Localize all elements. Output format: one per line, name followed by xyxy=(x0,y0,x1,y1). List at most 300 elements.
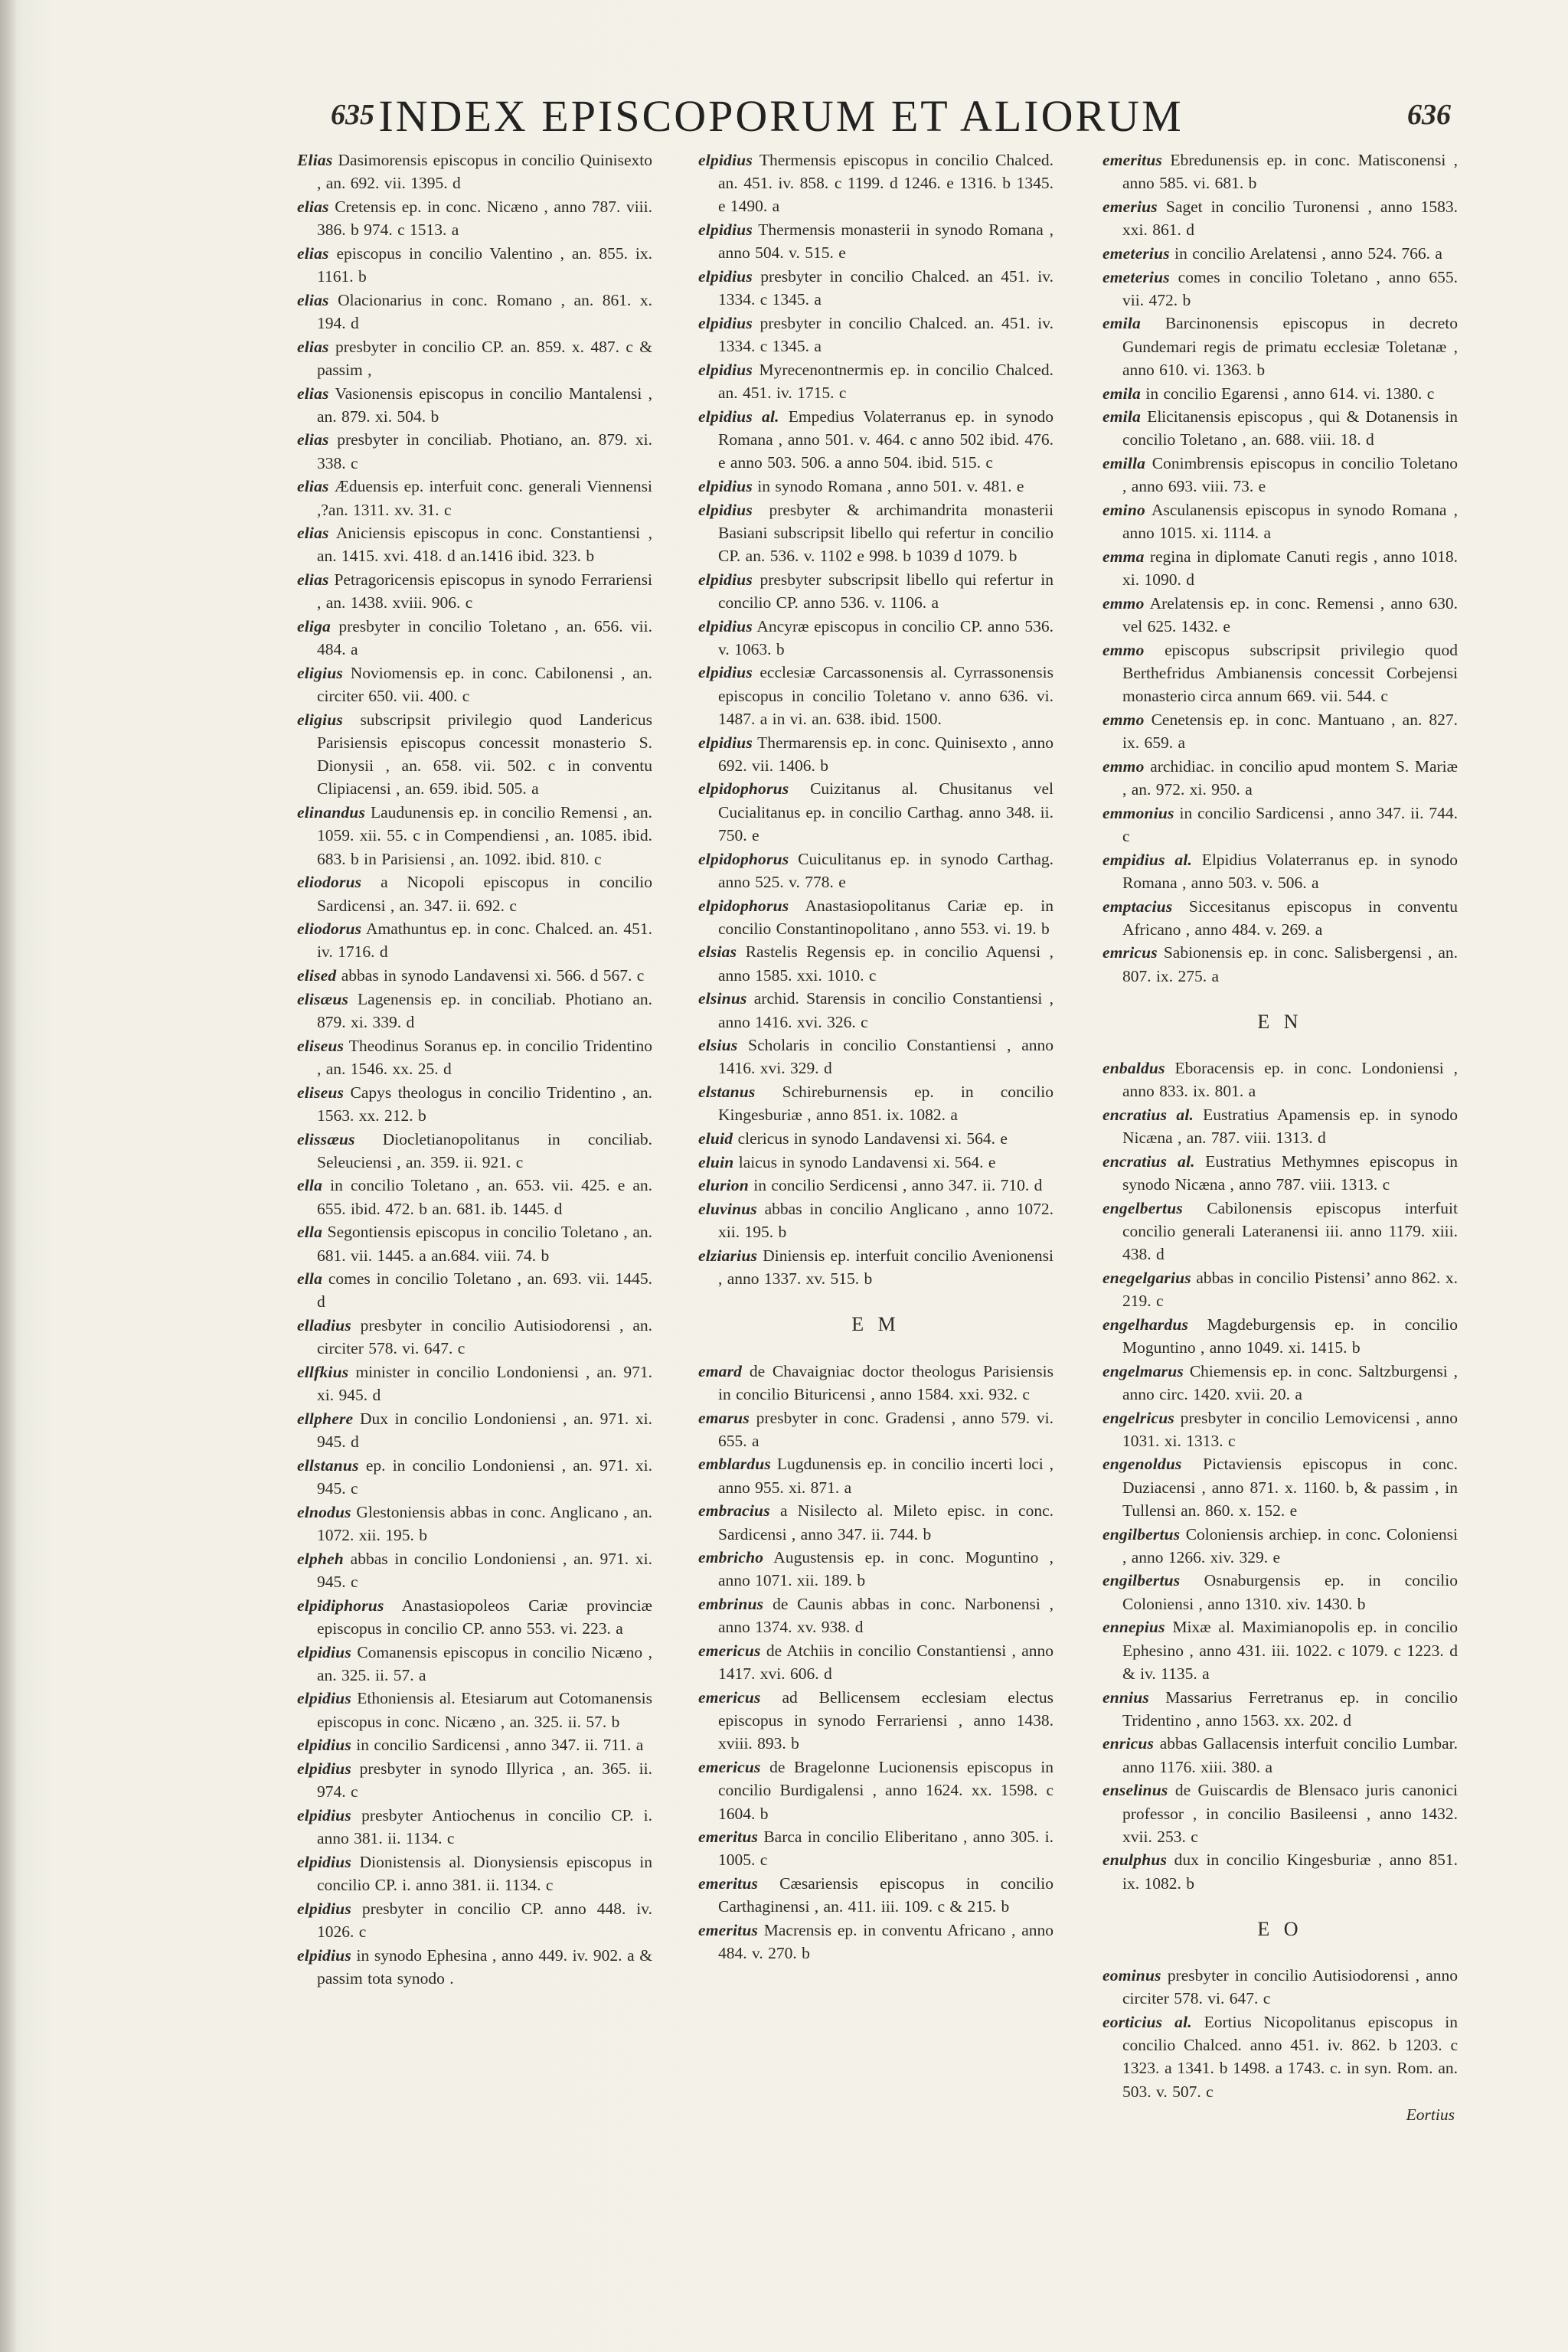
entry-headword: elias xyxy=(297,430,329,449)
index-entry xyxy=(297,1361,652,1406)
index-entry xyxy=(698,940,1054,986)
entry-headword: encratius al. xyxy=(1102,1152,1195,1171)
index-entry xyxy=(698,568,1054,614)
entry-headword: emeritus xyxy=(1102,151,1163,169)
index-entry xyxy=(698,405,1054,475)
entry-text: Anastasiopoleos Cariæ provinciæ episcopus in concilio CP. anno 553. vi. 223. a xyxy=(317,1596,652,1638)
entry-headword: emeterius xyxy=(1102,267,1170,286)
entry-text: Ethoniensis al. Etesiarum aut Cotomanensis episcopus in conc. Nicæno , an. 325. ii. 57. b xyxy=(317,1689,653,1731)
index-entry xyxy=(1102,498,1458,544)
index-entry xyxy=(698,1919,1054,1965)
entry-headword: elias xyxy=(297,197,329,216)
entry-headword: elias xyxy=(297,384,329,403)
entry-headword: Elias xyxy=(297,151,333,169)
entry-headword: elpidius xyxy=(297,1805,351,1824)
entry-headword: emeritus xyxy=(698,1828,759,1847)
entry-headword: eliodorus xyxy=(297,920,362,939)
entry-headword: engilbertus xyxy=(1102,1571,1181,1590)
entry-text: ad Bellicensem ecclesiam electus episcopus in synodo Ferrariensi , anno 1438. xviii. 893. b xyxy=(718,1688,1054,1753)
index-entry xyxy=(698,1174,1054,1197)
entry-headword: emeritus xyxy=(698,1921,759,1940)
entry-headword: ennepius xyxy=(1102,1618,1165,1637)
entry-headword: elpidius xyxy=(297,1642,351,1661)
entry-headword: enegelgarius xyxy=(1102,1268,1191,1287)
index-entry xyxy=(1102,452,1458,498)
entry-headword: emino xyxy=(1102,501,1145,520)
entry-text: presbyter in conc. Gradensi , anno 579. vi. 655. a xyxy=(718,1408,1054,1450)
entry-headword: elpidius xyxy=(698,663,753,682)
entry-headword: emarus xyxy=(698,1408,750,1427)
index-entry xyxy=(1102,312,1458,381)
entry-headword: emmonius xyxy=(1102,803,1174,822)
entry-text: episcopus subscripsit privilegio quod Berthefridus Ambianensis concessit Corbejensi monasterio circa annum 669. vii. 544. c xyxy=(1122,640,1458,706)
entry-text: Coloniensis archiep. in conc. Coloniensi , anno 1266. xiv. 329. e xyxy=(1122,1524,1459,1566)
index-entry xyxy=(1102,1313,1458,1359)
index-entry xyxy=(698,1151,1054,1174)
entry-headword: elpidius xyxy=(297,1945,351,1965)
index-entry xyxy=(297,1757,652,1803)
entry-headword: elpidius xyxy=(698,151,753,169)
binding-shadow xyxy=(0,0,17,2352)
entry-headword: elpidophorus xyxy=(698,849,789,868)
entry-headword: elpidophorus xyxy=(698,896,789,915)
entry-text: ep. in concilio Londoniensi , an. 971. xi. 945. c xyxy=(317,1455,653,1498)
index-entry xyxy=(1102,1686,1458,1732)
entry-headword: enricus xyxy=(1102,1734,1155,1753)
entry-headword: enbaldus xyxy=(1102,1059,1165,1078)
entry-headword: ella xyxy=(297,1223,323,1242)
index-entry xyxy=(1102,1057,1458,1102)
entry-text: Diocletianopolitanus in conciliab. Seleuciensi , an. 359. ii. 921. c xyxy=(317,1129,652,1171)
index-entry xyxy=(698,312,1054,358)
index-entry xyxy=(297,568,652,614)
entry-text: in concilio Egarensi , anno 614. vi. 1380. c xyxy=(1145,384,1435,403)
entry-headword: eominus xyxy=(1102,1966,1161,1985)
entry-text: a Nicopoli episcopus in concilio Sardicensi , an. 347. ii. 692. c xyxy=(317,873,652,915)
index-entry xyxy=(297,149,652,194)
entry-text: Thermensis monasterii in synodo Romana , anno 504. v. 515. e xyxy=(718,220,1054,263)
entry-text: regina in diplomate Canuti regis , anno 1018. xi. 1090. d xyxy=(1122,547,1458,590)
index-entry xyxy=(698,1756,1054,1825)
entry-text: Cretensis ep. in conc. Nicæno , anno 787. viii. 386. b 974. c 1513. a xyxy=(317,197,653,240)
entry-headword: encratius al. xyxy=(1102,1105,1194,1124)
entry-headword: eluin xyxy=(698,1152,734,1171)
index-entry xyxy=(1102,639,1458,708)
index-entry xyxy=(297,1501,652,1547)
index-entry xyxy=(1102,266,1458,312)
entry-text: in synodo Ephesina , anno 449. iv. 902. a & passim tota synodo . xyxy=(317,1945,652,1988)
entry-headword: ellphere xyxy=(297,1409,354,1428)
entry-headword: embricho xyxy=(698,1548,764,1567)
index-entry xyxy=(297,964,652,987)
entry-headword: emerius xyxy=(1102,197,1158,216)
entry-headword: emblardus xyxy=(698,1455,771,1474)
entry-headword: emila xyxy=(1102,384,1141,403)
entry-text: archid. Starensis in concilio Constantiensi , anno 1416. xvi. 326. c xyxy=(718,989,1054,1031)
entry-headword: eliseus xyxy=(297,1083,345,1102)
index-entry xyxy=(698,1825,1054,1871)
entry-text: laicus in synodo Landavensi xi. 564. e xyxy=(738,1152,996,1171)
entry-text: presbyter in concilio CP. anno 448. iv. 1026. c xyxy=(317,1899,653,1941)
entry-text: subscripsit privilegio quod Landericus Parisiensis episcopus concessit monasterio S. Dionysii , an. 658. vii. 502. c in conventu Clipiacensi , an. 659. ibid. 505. a xyxy=(317,710,652,799)
entry-text: in concilio Sardicensi , anno 347. ii. 744. c xyxy=(1122,803,1458,845)
index-entry xyxy=(297,1944,652,1990)
entry-headword: elpheh xyxy=(297,1549,344,1568)
entry-headword: elisæus xyxy=(297,989,349,1008)
index-entry xyxy=(1102,755,1458,801)
index-entry xyxy=(1102,545,1458,591)
entry-headword: elpidius al. xyxy=(698,407,779,426)
entry-text: presbyter in conciliab. Photiano, an. 879. xi. 338. c xyxy=(317,430,653,472)
entry-text: Aniciensis episcopus in conc. Constantiensi , an. 1415. xvi. 418. d an.1416 ibid. 323. b xyxy=(317,524,652,566)
entry-text: Laudunensis ep. in concilio Remensi , an. 1059. xii. 55. c in Compendiensi , an. 1085. ibid. 683. b in Parisiensi , an. 1092. ibid. 810. c xyxy=(317,803,653,868)
entry-headword: emila xyxy=(1102,314,1141,333)
entry-headword: elpidius xyxy=(698,616,753,635)
entry-text: Eustratius Methymnes episcopus in synodo Nicæna , anno 787. viii. 1313. c xyxy=(1122,1152,1458,1194)
entry-headword: elstanus xyxy=(698,1083,756,1102)
index-entry xyxy=(297,382,652,428)
entry-text: Macrensis ep. in conventu Africano , anno 484. v. 270. b xyxy=(718,1921,1054,1963)
index-entry xyxy=(698,475,1054,498)
entry-text: Segontiensis episcopus in concilio Toletano , an. 681. vii. 1445. a an.684. viii. 74. b xyxy=(317,1223,652,1265)
entry-text: de Guiscardis de Blensaco juris canonici professor , in concilio Basileensi , anno 1432. xvii. 253. c xyxy=(1122,1781,1458,1846)
entry-text: Saget in concilio Turonensi , anno 1583. xxi. 861. d xyxy=(1122,197,1459,240)
entry-text: Schireburnensis ep. in concilio Kingesburiæ , anno 851. ix. 1082. a xyxy=(718,1083,1054,1125)
entry-text: Elpidius Volaterranus ep. in synodo Romana , anno 503. v. 506. a xyxy=(1122,850,1459,892)
entry-headword: ella xyxy=(297,1176,323,1195)
entry-headword: enulphus xyxy=(1102,1851,1168,1870)
index-entry xyxy=(1102,1848,1458,1894)
index-entry xyxy=(1102,1360,1458,1406)
entry-text: de Caunis abbas in conc. Narbonensi , anno 1374. xv. 938. d xyxy=(718,1595,1054,1637)
index-entry xyxy=(698,1872,1054,1918)
entry-text: Cenetensis ep. in conc. Mantuano , an. 827. ix. 659. a xyxy=(1122,710,1458,753)
entry-text: Dionistensis al. Dionysiensis episcopus in concilio CP. i. anno 381. ii. 1134. c xyxy=(317,1852,653,1895)
index-entry xyxy=(1102,941,1458,987)
entry-text: Sabionensis ep. in conc. Salisbergensi , an. 807. ix. 275. a xyxy=(1122,943,1458,985)
entry-text: clericus in synodo Landavensi xi. 564. e xyxy=(737,1129,1008,1148)
entry-headword: elpidius xyxy=(297,1736,351,1755)
entry-headword: emmo xyxy=(1102,756,1145,776)
entry-headword: elsinus xyxy=(698,989,747,1008)
entry-text: presbyter subscripsit libello qui refertur in concilio CP. anno 536. v. 1106. a xyxy=(718,570,1054,612)
entry-text: abbas in concilio Anglicano , anno 1072. xii. 195. b xyxy=(718,1200,1054,1242)
entry-headword: emmo xyxy=(1102,710,1145,729)
index-entry xyxy=(297,1454,652,1500)
entry-text: a Nisilecto al. Mileto episc. in conc. Sardicensi , anno 347. ii. 744. b xyxy=(718,1501,1054,1544)
entry-headword: emricus xyxy=(1102,943,1158,962)
entry-headword: engenoldus xyxy=(1102,1455,1182,1474)
index-entry xyxy=(297,1220,652,1266)
entry-text: Cæsariensis episcopus in concilio Carthaginensi , an. 411. iii. 109. c & 215. b xyxy=(718,1874,1054,1916)
index-entry xyxy=(698,1452,1054,1498)
index-entry xyxy=(698,1360,1054,1406)
entry-headword: elpidius xyxy=(698,500,753,519)
entry-text: de Atchiis in concilio Constantiensi , anno 1417. xvi. 606. d xyxy=(718,1642,1054,1684)
index-entry xyxy=(1102,802,1458,848)
index-entry xyxy=(1102,708,1458,754)
index-entry xyxy=(698,265,1054,311)
entry-headword: emericus xyxy=(698,1688,761,1707)
index-entry xyxy=(297,988,652,1034)
entry-text: episcopus in concilio Valentino , an. 855. ix. 1161. b xyxy=(317,243,652,286)
entry-headword: elias xyxy=(297,290,329,309)
entry-headword: elias xyxy=(297,337,329,356)
index-entry xyxy=(297,1174,652,1220)
index-entry xyxy=(297,1128,652,1174)
index-entry xyxy=(698,1406,1054,1452)
entry-text: Dux in concilio Londoniensi , an. 971. xi. 945. d xyxy=(317,1409,652,1452)
index-entry xyxy=(698,987,1054,1033)
entry-text: Ancyræ episcopus in concilio CP. anno 536. v. 1063. b xyxy=(718,616,1054,658)
entry-headword: engelricus xyxy=(1102,1408,1174,1427)
index-entry xyxy=(1102,1452,1458,1522)
index-entry xyxy=(1102,1150,1458,1196)
entry-headword: elpidius xyxy=(698,733,753,752)
entry-text: abbas in synodo Landavensi xi. 566. d 567. c xyxy=(341,966,645,985)
entry-text: Elicitanensis episcopus , qui & Dotanensis in concilio Toletano , an. 688. viii. 18. d xyxy=(1122,407,1458,449)
entry-text: dux in concilio Kingesburiæ , anno 851. ix. 1082. b xyxy=(1122,1851,1459,1893)
entry-headword: ella xyxy=(297,1269,323,1289)
entry-text: Diniensis ep. interfuit concilio Avenionensi , anno 1337. xv. 515. b xyxy=(718,1246,1054,1289)
entry-headword: embracius xyxy=(698,1501,770,1521)
index-entry xyxy=(1102,1732,1458,1778)
running-header: INDEX EPISCOPORUM ET ALIORUM xyxy=(378,91,1184,141)
index-entry xyxy=(1102,149,1458,194)
entry-headword: elissæus xyxy=(297,1129,355,1148)
index-entry xyxy=(698,1546,1054,1592)
entry-text: in concilio Sardicensi , anno 347. ii. 711. a xyxy=(356,1736,644,1755)
entry-headword: elias xyxy=(297,477,329,496)
entry-headword: elpidius xyxy=(698,267,753,286)
entry-text: Thermarensis ep. in conc. Quinisexto , anno 692. vii. 1406. b xyxy=(718,733,1054,775)
entry-headword: elziarius xyxy=(698,1246,758,1266)
entry-headword: elpidius xyxy=(698,313,753,332)
index-entry xyxy=(1102,1964,1458,2010)
index-entry xyxy=(297,1641,652,1687)
entry-headword: ellstanus xyxy=(297,1455,359,1475)
entry-text: presbyter in synodo Illyrica , an. 365. ii. 974. c xyxy=(317,1759,652,1802)
section-heading: E O xyxy=(1257,1917,1303,1940)
entry-text: Arelatensis ep. in conc. Remensi , anno 630. vel 625. 1432. e xyxy=(1122,593,1458,636)
index-entry xyxy=(1102,1523,1458,1569)
index-entry xyxy=(698,358,1054,404)
index-entry xyxy=(698,1197,1054,1243)
entry-text: Massarius Ferretranus ep. in concilio Tridentino , anno 1563. xx. 202. d xyxy=(1122,1687,1458,1730)
page-number-right: 636 xyxy=(1407,99,1451,131)
index-entry xyxy=(698,1127,1054,1150)
entry-text: Eboracensis ep. in conc. Londoniensi , anno 833. ix. 801. a xyxy=(1122,1059,1458,1101)
index-entry xyxy=(297,1851,652,1896)
entry-text: presbyter Antiochenus in concilio CP. i. anno 381. ii. 1134. c xyxy=(317,1805,652,1848)
index-entry xyxy=(297,195,652,241)
entry-headword: elpidius xyxy=(297,1759,351,1779)
index-entry xyxy=(297,1314,652,1360)
entry-headword: elladius xyxy=(297,1316,351,1335)
index-entry xyxy=(297,1594,652,1640)
page-number-left: 635 xyxy=(331,99,374,131)
entry-headword: ennius xyxy=(1102,1687,1149,1707)
entry-headword: elpidius xyxy=(698,476,753,495)
index-entry xyxy=(698,1592,1054,1638)
index-entry xyxy=(297,1407,652,1453)
entry-text: de Bragelonne Lucionensis episcopus in concilio Burdigalensi , anno 1624. xx. 1598. c 1604. b xyxy=(718,1758,1054,1823)
index-entry xyxy=(1102,1406,1458,1452)
entry-headword: emilla xyxy=(1102,454,1146,473)
entry-headword: emericus xyxy=(698,1758,761,1777)
index-column-3 xyxy=(1102,149,1458,2126)
entry-text: Chiemensis ep. in conc. Saltzburgensi , anno circ. 1420. xvii. 20. a xyxy=(1122,1361,1459,1403)
entry-text: Asculanensis episcopus in synodo Romana , anno 1015. xi. 1114. a xyxy=(1122,501,1458,543)
index-entry xyxy=(1102,242,1458,265)
entry-text: Cuiculitanus ep. in synodo Carthag. anno 525. v. 778. e xyxy=(718,849,1054,891)
entry-headword: ellfkius xyxy=(297,1363,349,1382)
entry-text: Magdeburgensis ep. in concilio Moguntino , anno 1049. xi. 1415. b xyxy=(1122,1315,1458,1357)
entry-text: Mixæ al. Maximianopolis ep. in concilio Ephesino , anno 431. iii. 1022. c 1079. c 1223. d & iv. 1135. a xyxy=(1122,1618,1458,1683)
entry-headword: elpidius xyxy=(698,220,753,240)
index-entry xyxy=(297,1687,652,1733)
entry-headword: elsius xyxy=(698,1036,738,1055)
index-entry xyxy=(698,498,1054,568)
entry-text: Æduensis ep. interfuit conc. generali Viennensi ,?an. 1311. xv. 31. c xyxy=(317,477,653,519)
index-entry xyxy=(297,917,652,963)
entry-text: in concilio Arelatensi , anno 524. 766. a xyxy=(1174,243,1442,263)
index-entry xyxy=(297,1081,652,1127)
entry-text: Barca in concilio Eliberitano , anno 305. i. 1005. c xyxy=(718,1828,1054,1870)
entry-text: in concilio Toletano , an. 653. vii. 425. e an. 655. ibid. 472. b an. 681. ib. 1445. d xyxy=(317,1176,652,1218)
index-entry xyxy=(1102,848,1458,894)
index-entry xyxy=(698,1499,1054,1545)
entry-headword: elias xyxy=(297,524,329,543)
entry-text: Rastelis Regensis ep. in concilio Aquensi , anno 1585. xxi. 1010. c xyxy=(718,942,1054,985)
section-heading: E M xyxy=(851,1313,900,1336)
index-entry xyxy=(297,1547,652,1593)
entry-headword: elias xyxy=(297,570,329,590)
index-entry xyxy=(1102,382,1458,405)
catchword: Eortius xyxy=(1406,2105,1455,2125)
entry-headword: elnodus xyxy=(297,1502,351,1521)
entry-text: Myrecenontnermis ep. in concilio Chalced. an. 451. iv. 1715. c xyxy=(718,360,1054,403)
index-entry xyxy=(698,218,1054,264)
index-entry xyxy=(1102,1197,1458,1266)
index-entry xyxy=(297,662,652,707)
index-entry xyxy=(297,242,652,288)
index-entry xyxy=(1102,1266,1458,1312)
entry-text: in concilio Serdicensi , anno 347. ii. 710. d xyxy=(753,1176,1043,1195)
entry-text: Theodinus Soranus ep. in concilio Tridentino , an. 1546. xx. 25. d xyxy=(317,1036,652,1078)
entry-headword: engelmarus xyxy=(1102,1361,1184,1380)
entry-headword: elsias xyxy=(698,942,737,962)
entry-headword: eliga xyxy=(297,617,331,636)
entry-text: abbas in concilio Londoniensi , an. 971. xi. 945. c xyxy=(317,1549,652,1591)
entry-text: Ebredunensis ep. in conc. Matisconensi , anno 585. vi. 681. b xyxy=(1122,151,1459,193)
entry-headword: elised xyxy=(297,966,337,985)
entry-headword: eligius xyxy=(297,710,343,729)
index-entry xyxy=(1102,1615,1458,1685)
entry-headword: embrinus xyxy=(698,1595,764,1614)
entry-text: abbas Gallacensis interfuit concilio Lumbar. anno 1176. xiii. 380. a xyxy=(1122,1734,1458,1776)
index-entry xyxy=(297,475,652,521)
entry-headword: eluvinus xyxy=(698,1200,757,1219)
entry-headword: elpidophorus xyxy=(698,779,789,799)
index-entry xyxy=(1102,895,1458,941)
index-entry xyxy=(1102,1779,1458,1848)
entry-headword: elurion xyxy=(698,1176,749,1195)
entry-headword: emmo xyxy=(1102,640,1145,659)
index-entry xyxy=(297,801,652,871)
entry-text: Lugdunensis ep. in concilio incerti loci , anno 955. xi. 871. a xyxy=(718,1455,1054,1497)
index-entry xyxy=(698,777,1054,847)
entry-text: presbyter in concilio Chalced. an 451. iv. 1334. c 1345. a xyxy=(718,267,1054,309)
entry-text: Amathuntus ep. in conc. Chalced. an. 451. iv. 1716. d xyxy=(317,920,652,962)
index-entry xyxy=(297,521,652,567)
entry-headword: emard xyxy=(698,1361,743,1380)
index-entry xyxy=(297,708,652,801)
entry-text: Petragoricensis episcopus in synodo Ferrariensi , an. 1438. xviii. 906. c xyxy=(317,570,652,612)
entry-headword: emma xyxy=(1102,547,1145,566)
entry-text: Thermensis episcopus in concilio Chalced. an. 451. iv. 858. c 1199. d 1246. e 1316. b 1345. e 1490. a xyxy=(718,151,1054,216)
entry-text: Anastasiopolitanus Cariæ ep. in concilio Constantinopolitano , anno 553. vi. 19. b xyxy=(718,896,1054,938)
entry-text: Capys theologus in concilio Tridentino , an. 1563. xx. 212. b xyxy=(317,1083,653,1125)
entry-text: Siccesitanus episcopus in conventu Africano , anno 484. v. 269. a xyxy=(1122,897,1458,939)
entry-text: Dasimorensis episcopus in concilio Quinisexto , an. 692. vii. 1395. d xyxy=(317,151,653,193)
entry-headword: eorticius al. xyxy=(1102,2012,1192,2031)
entry-text: comes in concilio Toletano , anno 655. vii. 472. b xyxy=(1122,267,1458,309)
entry-headword: elinandus xyxy=(297,803,366,822)
entry-headword: emeterius xyxy=(1102,243,1170,263)
entry-text: Vasionensis episcopus in concilio Mantalensi , an. 879. xi. 504. b xyxy=(317,384,652,426)
index-entry xyxy=(698,1639,1054,1685)
entry-headword: emeritus xyxy=(698,1874,759,1893)
index-entry xyxy=(297,428,652,474)
entry-headword: elpidius xyxy=(297,1852,351,1871)
entry-text: Eustratius Apamensis ep. in synodo Nicæna , an. 787. viii. 1313. d xyxy=(1122,1105,1458,1148)
index-entry xyxy=(297,1733,652,1756)
index-entry xyxy=(698,615,1054,661)
entry-text: de Chavaigniac doctor theologus Parisiensis in concilio Bituricensi , anno 1584. xxi. 932. c xyxy=(718,1361,1054,1403)
entry-text: Olacionarius in conc. Romano , an. 861. x. 194. d xyxy=(317,290,653,332)
entry-text: presbyter in concilio Chalced. an. 451. iv. 1334. c 1345. a xyxy=(718,313,1054,356)
entry-text: presbyter in concilio Autisiodorensi , anno circiter 578. vi. 647. c xyxy=(1122,1966,1459,2008)
entry-headword: elpidius xyxy=(698,360,753,379)
entry-headword: emmo xyxy=(1102,593,1145,612)
entry-text: presbyter in concilio Lemovicensi , anno 1031. xi. 1313. c xyxy=(1122,1408,1458,1450)
index-entry xyxy=(698,149,1054,218)
index-entry xyxy=(297,1804,652,1850)
entry-headword: emptacius xyxy=(1102,897,1173,916)
entry-headword: engelbertus xyxy=(1102,1198,1183,1217)
entry-headword: eluid xyxy=(698,1129,733,1148)
entry-text: Comanensis episcopus in concilio Nicæno , an. 325. ii. 57. a xyxy=(317,1642,653,1684)
entry-headword: eliseus xyxy=(297,1036,345,1055)
entry-text: Osnaburgensis ep. in concilio Coloniensi , anno 1310. xiv. 1430. b xyxy=(1122,1571,1459,1613)
entry-text: presbyter & archimandrita monasterii Basiani subscripsit libello qui refertur in concilio CP. an. 536. v. 1102 e 998. b 1039 d 1079. b xyxy=(718,500,1054,565)
entry-text: archidiac. in concilio apud montem S. Mariæ , an. 972. xi. 950. a xyxy=(1122,756,1458,799)
entry-text: Lagenensis ep. in conciliab. Photiano an. 879. xi. 339. d xyxy=(317,989,652,1032)
entry-text: abbas in concilio Pistensi’ anno 862. x. 219. c xyxy=(1122,1268,1458,1311)
index-entry xyxy=(1102,592,1458,638)
entry-text: comes in concilio Toletano , an. 693. vii. 1445. d xyxy=(317,1269,653,1312)
index-entry xyxy=(1102,2011,1458,2103)
entry-text: presbyter in concilio Toletano , an. 656. vii. 484. a xyxy=(317,617,652,659)
entry-text: presbyter in concilio CP. an. 859. x. 487. c & passim , xyxy=(317,337,653,379)
entry-text: Barcinonensis episcopus in decreto Gundemari regis de primatu ecclesiæ Toletanæ , anno 610. vi. 1363. b xyxy=(1122,314,1458,379)
entry-text: Glestoniensis abbas in conc. Anglicano , an. 1072. xii. 195. b xyxy=(317,1502,652,1544)
entry-text: Conimbrensis episcopus in concilio Toletano , anno 693. viii. 73. e xyxy=(1122,454,1458,496)
index-entry xyxy=(698,848,1054,893)
entry-text: Noviomensis ep. in conc. Cabilonensi , an. circiter 650. vii. 400. c xyxy=(317,663,652,706)
entry-text: ecclesiæ Carcassonensis al. Cyrrassonensis episcopus in concilio Toletano v. anno 636. vi. 1487. a in vi. an. 638. ibid. 1500. xyxy=(718,663,1054,728)
